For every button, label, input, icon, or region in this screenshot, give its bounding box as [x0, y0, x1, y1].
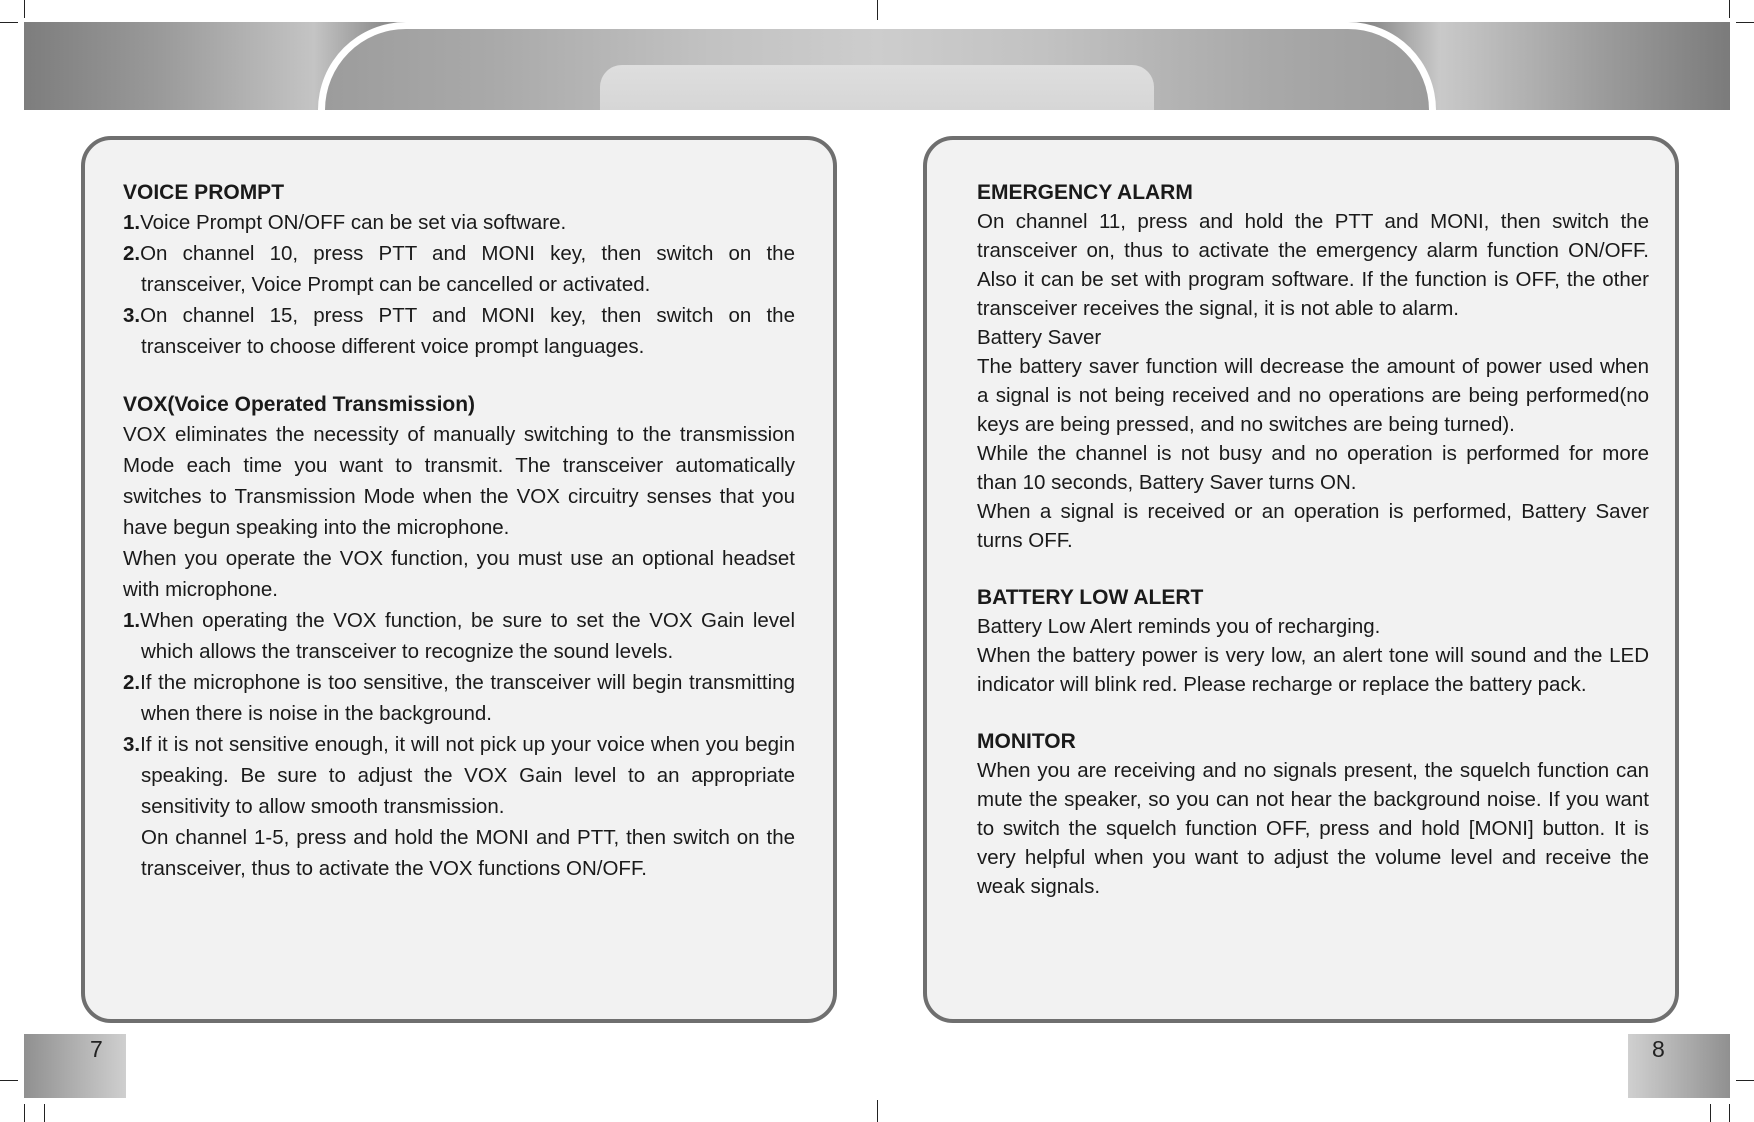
- crop-mark: [1736, 1080, 1754, 1081]
- emergency-alarm-text: On channel 11, press and hold the PTT and MONI, then switch the transceiver on, thus to activate the emergency alarm function ON/OFF. Also it can be set with program software. If the function is OFF, the other transceiver receives the signal, it is not able to alarm.: [977, 210, 1649, 320]
- voice-prompt-item: [123, 300, 795, 362]
- battery-low-text: Battery Low Alert reminds you of recharging.: [977, 615, 1381, 638]
- left-page-content: [123, 178, 795, 884]
- item-text: On channel 10, press PTT and MONI key, then switch on the transceiver, Voice Prompt can be cancelled or activated.: [140, 242, 795, 296]
- battery-low-heading: BATTERY LOW ALERT: [977, 586, 1204, 609]
- item-text: When operating the VOX function, be sure to set the VOX Gain level which allows the transceiver to recognize the sound levels.: [140, 609, 795, 663]
- crop-mark: [877, 0, 878, 20]
- item-text: Voice Prompt ON/OFF can be set via software.: [140, 211, 567, 234]
- crop-mark: [0, 1080, 18, 1081]
- page-number-right: 8: [1652, 1036, 1665, 1062]
- left-page-panel: [81, 136, 837, 1023]
- vox-item: [123, 667, 795, 729]
- header-tab: [600, 65, 1154, 110]
- battery-low-detail: When the battery power is very low, an alert tone will sound and the LED indicator will blink red. Please recharge or replace the battery pack.: [977, 644, 1649, 696]
- crop-mark: [44, 1104, 45, 1122]
- voice-prompt-item: [123, 238, 795, 300]
- crop-mark: [1736, 22, 1754, 23]
- item-number: 1.: [123, 609, 141, 632]
- crop-mark: [877, 1100, 878, 1122]
- item-number: 3.: [123, 733, 141, 756]
- crop-mark: [1710, 1104, 1711, 1122]
- vox-item: [123, 605, 795, 667]
- page-number-tab-right: [1628, 1034, 1730, 1098]
- item-number: 2.: [123, 242, 141, 265]
- battery-saver-on-text: While the channel is not busy and no operation is performed for more than 10 seconds, Battery Saver turns ON.: [977, 442, 1649, 494]
- item-text: If the microphone is too sensitive, the transceiver will begin transmitting when there is noise in the background.: [140, 671, 795, 725]
- voice-prompt-item: [123, 207, 795, 238]
- battery-saver-text: The battery saver function will decrease the amount of power used when a signal is not being received and no operations are being performed(no keys are being pressed, and no switches are being turned).: [977, 355, 1649, 436]
- item-number: 1.: [123, 211, 141, 234]
- vox-item: [123, 729, 795, 822]
- vox-description: VOX eliminates the necessity of manually switching to the transmission Mode each time you want to transmit. The transceiver automatically switches to Transmission Mode when the VOX circuitry senses that you have begun speaking into the microphone.: [123, 423, 795, 539]
- crop-mark: [24, 0, 25, 18]
- voice-prompt-heading: VOICE PROMPT: [123, 181, 285, 204]
- crop-mark: [0, 22, 18, 23]
- vox-channel-note: On channel 1-5, press and hold the MONI and PTT, then switch on the transceiver, thus to activate the VOX functions ON/OFF.: [141, 826, 795, 880]
- crop-mark: [1729, 0, 1730, 18]
- crop-mark: [24, 1104, 25, 1122]
- page-number-left: 7: [90, 1036, 103, 1062]
- monitor-text: When you are receiving and no signals present, the squelch function can mute the speaker, so you can not hear the background noise. If you want to switch the squelch function OFF, press and hold [MONI] button. It is very helpful when you want to adjust the volume level and receive the weak signals.: [977, 759, 1649, 898]
- item-number: 3.: [123, 304, 141, 327]
- item-text: If it is not sensitive enough, it will not pick up your voice when you begin speaking. Be sure to adjust the VOX Gain level to an appropriate sensitivity to allow smooth transmission.: [140, 733, 795, 818]
- crop-mark: [1729, 1104, 1730, 1122]
- monitor-heading: MONITOR: [977, 730, 1076, 753]
- battery-saver-off-text: When a signal is received or an operation is performed, Battery Saver turns OFF.: [977, 500, 1649, 552]
- vox-headset-note: When you operate the VOX function, you must use an optional headset with microphone.: [123, 547, 795, 601]
- right-page-content: [977, 178, 1649, 901]
- right-page-panel: [923, 136, 1679, 1023]
- vox-heading: VOX(Voice Operated Transmission): [123, 393, 476, 416]
- item-number: 2.: [123, 671, 141, 694]
- battery-saver-heading: Battery Saver: [977, 326, 1102, 349]
- emergency-alarm-heading: EMERGENCY ALARM: [977, 181, 1193, 204]
- item-text: On channel 15, press PTT and MONI key, then switch on the transceiver to choose different voice prompt languages.: [140, 304, 795, 358]
- page-number-tab-left: [24, 1034, 126, 1098]
